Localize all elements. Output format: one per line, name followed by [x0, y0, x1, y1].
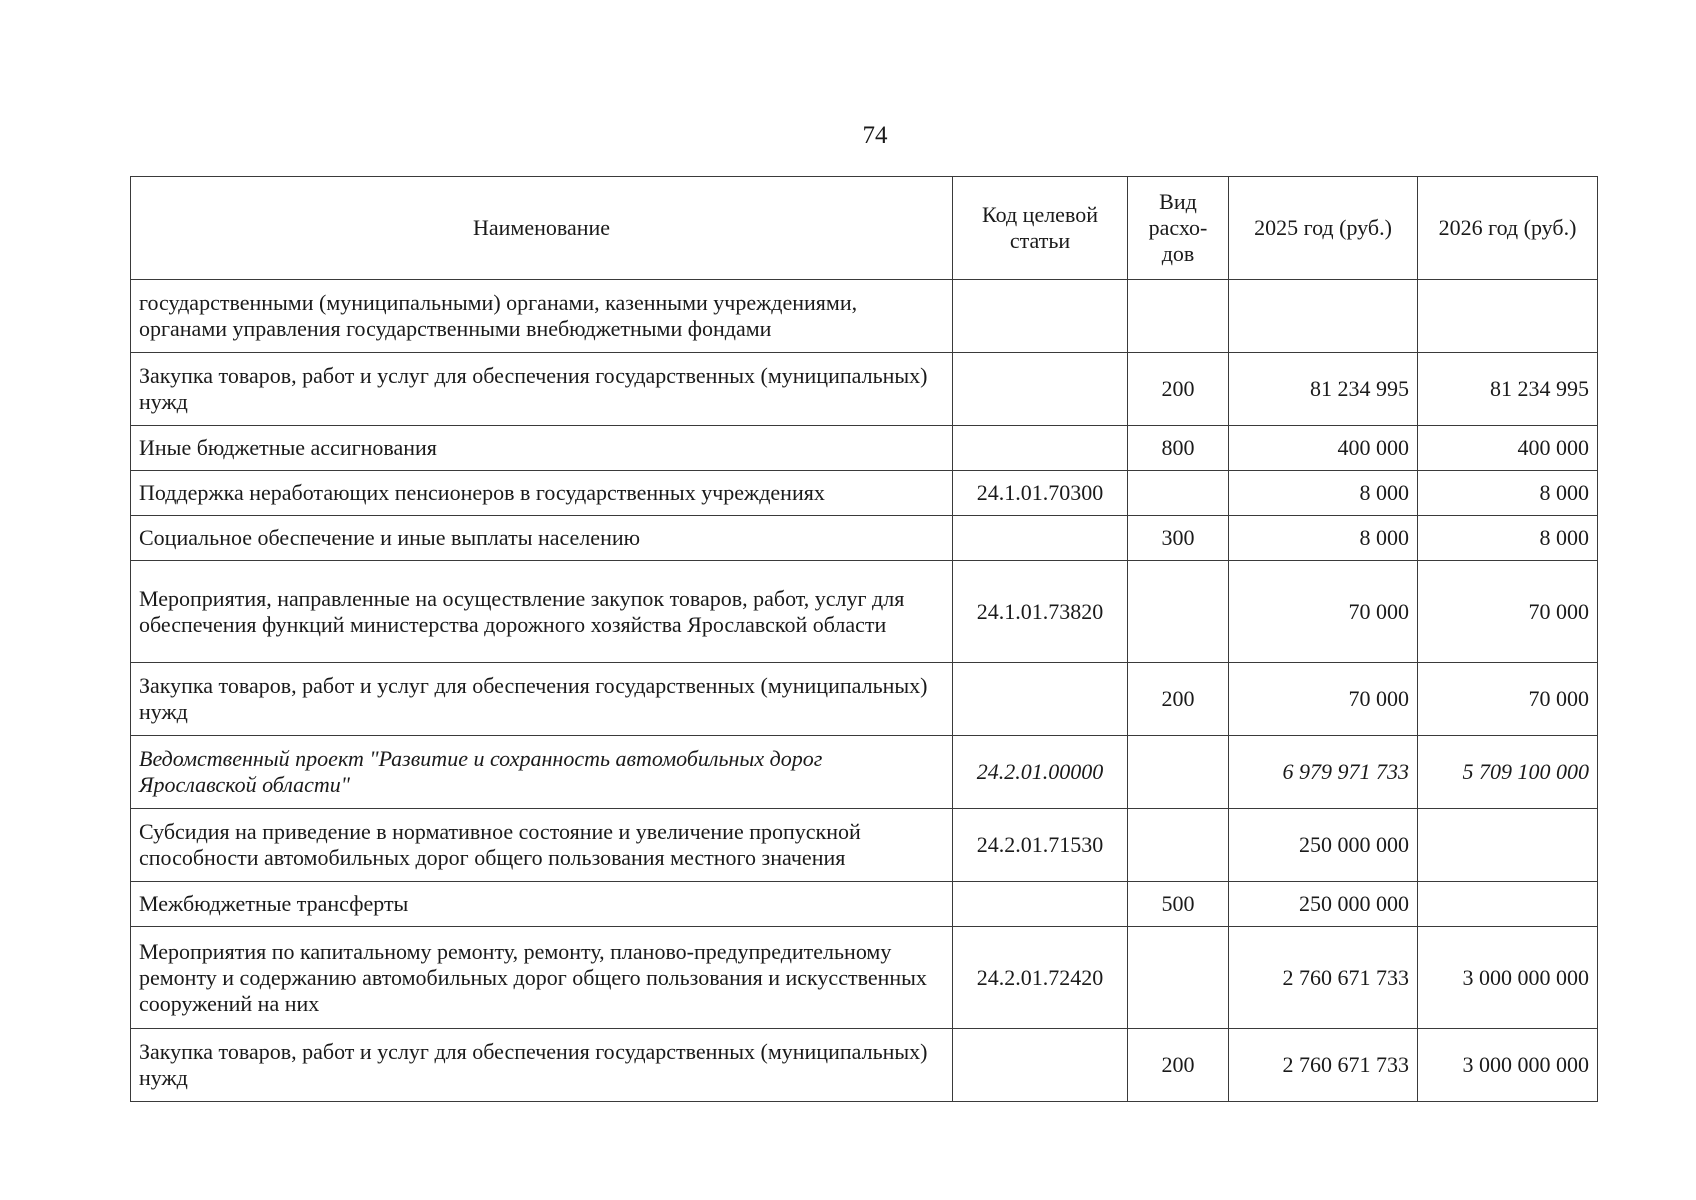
table-header-row [131, 177, 1598, 280]
cell-2025 [1229, 280, 1418, 353]
cell-2025: 250 000 000 [1229, 809, 1418, 882]
cell-2026: 400 000 [1418, 426, 1598, 471]
cell-2025: 400 000 [1229, 426, 1418, 471]
cell-2025: 250 000 000 [1229, 882, 1418, 927]
cell-kind: 200 [1128, 663, 1229, 736]
cell-2026: 3 000 000 000 [1418, 927, 1598, 1029]
header-name: Наименование [131, 177, 953, 280]
cell-code: 24.2.01.71530 [953, 809, 1128, 882]
cell-2025: 6 979 971 733 [1229, 736, 1418, 809]
cell-2026: 70 000 [1418, 663, 1598, 736]
header-2026: 2026 год (руб.) [1418, 177, 1598, 280]
cell-name: Мероприятия по капитальному ремонту, ремонту, планово-предупредительному ремонту и содержанию автомобильных дорог общего пользования и искусственных сооружений на них [131, 927, 953, 1029]
table-row [131, 516, 1598, 561]
table-row [131, 882, 1598, 927]
cell-2026 [1418, 809, 1598, 882]
cell-name: Закупка товаров, работ и услуг для обеспечения государственных (муниципальных) нужд [131, 663, 953, 736]
cell-code [953, 882, 1128, 927]
cell-2026: 8 000 [1418, 471, 1598, 516]
cell-kind [1128, 736, 1229, 809]
cell-2025: 2 760 671 733 [1229, 927, 1418, 1029]
cell-2025: 2 760 671 733 [1229, 1029, 1418, 1102]
cell-code [953, 280, 1128, 353]
cell-kind [1128, 809, 1229, 882]
budget-table [130, 176, 1598, 1102]
cell-2026: 70 000 [1418, 561, 1598, 663]
table-row [131, 561, 1598, 663]
cell-2026: 81 234 995 [1418, 353, 1598, 426]
cell-code [953, 663, 1128, 736]
cell-name: Межбюджетные трансферты [131, 882, 953, 927]
header-code: Код целевой статьи [953, 177, 1128, 280]
cell-name: Социальное обеспечение и иные выплаты населению [131, 516, 953, 561]
cell-code: 24.2.01.00000 [953, 736, 1128, 809]
cell-code [953, 1029, 1128, 1102]
cell-name: Закупка товаров, работ и услуг для обеспечения государственных (муниципальных) нужд [131, 353, 953, 426]
cell-kind: 800 [1128, 426, 1229, 471]
cell-kind [1128, 471, 1229, 516]
table-row [131, 1029, 1598, 1102]
cell-code: 24.1.01.70300 [953, 471, 1128, 516]
cell-name: Закупка товаров, работ и услуг для обеспечения государственных (муниципальных) нужд [131, 1029, 953, 1102]
table-row-project [131, 736, 1598, 809]
cell-code [953, 353, 1128, 426]
table-row [131, 353, 1598, 426]
cell-2025: 70 000 [1229, 663, 1418, 736]
cell-kind [1128, 280, 1229, 353]
table-row [131, 927, 1598, 1029]
cell-name: Поддержка неработающих пенсионеров в государственных учреждениях [131, 471, 953, 516]
cell-name: Иные бюджетные ассигнования [131, 426, 953, 471]
header-kind: Вид расхо-дов [1128, 177, 1229, 280]
cell-code: 24.2.01.72420 [953, 927, 1128, 1029]
table-row [131, 809, 1598, 882]
table-row [131, 426, 1598, 471]
cell-code [953, 516, 1128, 561]
cell-name: государственными (муниципальными) органами, казенными учреждениями, органами управления государственными внебюджетными фондами [131, 280, 953, 353]
cell-2026: 3 000 000 000 [1418, 1029, 1598, 1102]
cell-kind: 200 [1128, 1029, 1229, 1102]
cell-2026: 5 709 100 000 [1418, 736, 1598, 809]
cell-2025: 81 234 995 [1229, 353, 1418, 426]
cell-2026: 8 000 [1418, 516, 1598, 561]
cell-2025: 70 000 [1229, 561, 1418, 663]
cell-kind [1128, 927, 1229, 1029]
cell-code [953, 426, 1128, 471]
header-2025: 2025 год (руб.) [1229, 177, 1418, 280]
cell-name: Ведомственный проект "Развитие и сохранность автомобильных дорог Ярославской области" [131, 736, 953, 809]
table-row [131, 471, 1598, 516]
cell-name: Субсидия на приведение в нормативное состояние и увеличение пропускной способности автомобильных дорог общего пользования местного значения [131, 809, 953, 882]
table-row [131, 280, 1598, 353]
cell-code: 24.1.01.73820 [953, 561, 1128, 663]
cell-kind [1128, 561, 1229, 663]
cell-kind: 500 [1128, 882, 1229, 927]
cell-2026 [1418, 882, 1598, 927]
page-number: 74 [862, 122, 888, 149]
cell-2025: 8 000 [1229, 516, 1418, 561]
table-row [131, 663, 1598, 736]
cell-kind: 300 [1128, 516, 1229, 561]
cell-name: Мероприятия, направленные на осуществление закупок товаров, работ, услуг для обеспечения функций министерства дорожного хозяйства Ярославской области [131, 561, 953, 663]
cell-2025: 8 000 [1229, 471, 1418, 516]
cell-kind: 200 [1128, 353, 1229, 426]
cell-2026 [1418, 280, 1598, 353]
